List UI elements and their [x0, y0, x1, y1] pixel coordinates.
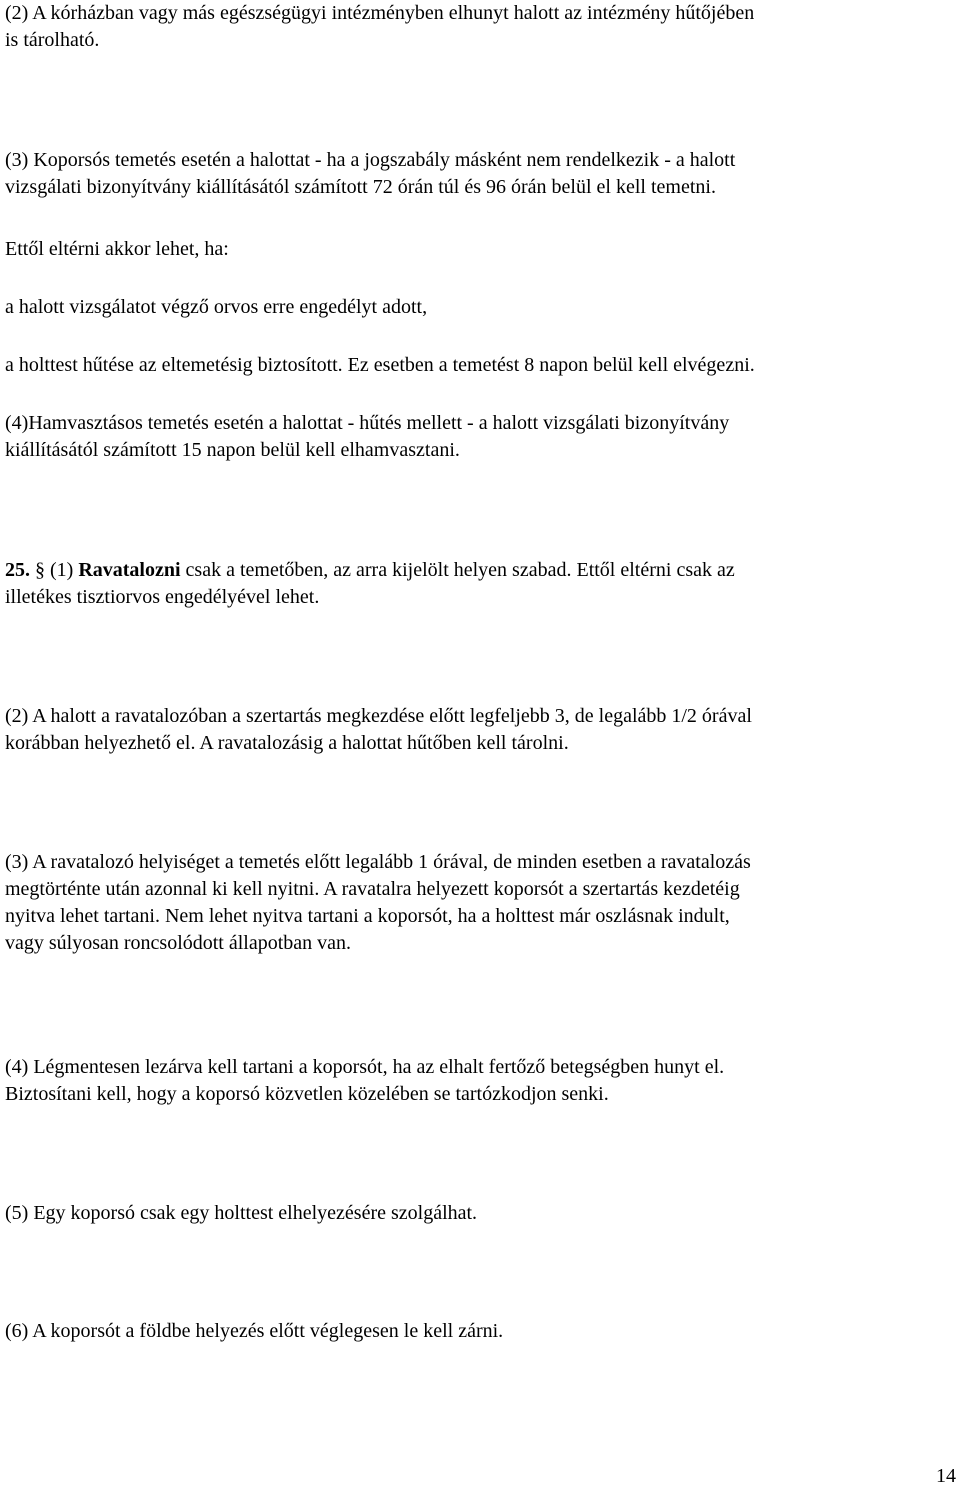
section-25-paragraph-2-line-2: korábban helyezhető el. A ravatalozásig a halottat hűtőben kell tárolni. [5, 732, 569, 754]
section-25-paragraph-3-line-4: vagy súlyosan roncsolódott állapotban van. [5, 932, 352, 954]
paragraph-text: csak a temetőben, az arra kijelölt helyen szabad. Ettől eltérni csak az [185, 559, 735, 581]
paragraph-2-line-1: (2) A kórházban vagy más egészségügyi intézményben elhunyt halott az intézmény hűtőjében [5, 2, 755, 24]
paragraph-3-line-1: (3) Koporsós temetés esetén a halottat - ha a jogszabály másként nem rendelkezik - a halott [5, 149, 736, 171]
section-25-paragraph-3-line-1: (3) A ravatalozó helyiséget a temetés előtt legalább 1 órával, de minden esetben a ravatalozás [5, 851, 751, 873]
section-number: 25. [5, 559, 30, 581]
section-25-paragraph-6: (6) A koporsót a földbe helyezés előtt véglegesen le kell zárni. [5, 1320, 504, 1342]
exception-item-1: a halott vizsgálatot végző orvos erre engedélyt adott, [5, 296, 428, 318]
exception-item-2: a holttest hűtése az eltemetésig biztosított. Ez esetben a temetést 8 napon belül kell elvégezni. [5, 354, 755, 376]
section-25-paragraph-4-line-1: (4) Légmentesen lezárva kell tartani a koporsót, ha az elhalt fertőző betegségben hunyt el. [5, 1056, 725, 1078]
section-25-paragraph-2-line-1: (2) A halott a ravatalozóban a szertartás megkezdése előtt legfeljebb 3, de legalább 1/2 órával [5, 705, 752, 727]
paragraph-4-line-2: kiállításától számított 15 napon belül kell elhamvasztani. [5, 439, 460, 461]
section-25-paragraph-1-line-2: illetékes tisztiorvos engedélyével lehet. [5, 586, 320, 608]
section-25-paragraph-4-line-2: Biztosítani kell, hogy a koporsó közvetlen közelében se tartózkodjon senki. [5, 1083, 609, 1105]
section-25-paragraph-5: (5) Egy koporsó csak egy holttest elhelyezésére szolgálhat. [5, 1202, 478, 1224]
bold-keyword: Ravatalozni [78, 559, 181, 581]
exception-intro: Ettől eltérni akkor lehet, ha: [5, 238, 229, 260]
paragraph-prefix: (1) [50, 559, 74, 581]
paragraph-2-line-2: is tárolható. [5, 29, 100, 51]
section-symbol: § [35, 559, 45, 581]
section-25-paragraph-1-line-1 [5, 557, 735, 584]
section-25-paragraph-3-line-2: megtörténte után azonnal ki kell nyitni. A ravatalra helyezett koporsót a szertartás kezdetéig [5, 878, 740, 900]
paragraph-3-line-2: vizsgálati bizonyítvány kiállításától számított 72 órán túl és 96 órán belül el kell temetni. [5, 176, 716, 198]
paragraph-4-line-1: (4)Hamvasztásos temetés esetén a halottat - hűtés mellett - a halott vizsgálati bizonyítvány [5, 412, 730, 434]
page-number: 14 [936, 1465, 956, 1487]
section-25-paragraph-3-line-3: nyitva lehet tartani. Nem lehet nyitva tartani a koporsót, ha a holttest már oszlásnak indult, [5, 905, 730, 927]
